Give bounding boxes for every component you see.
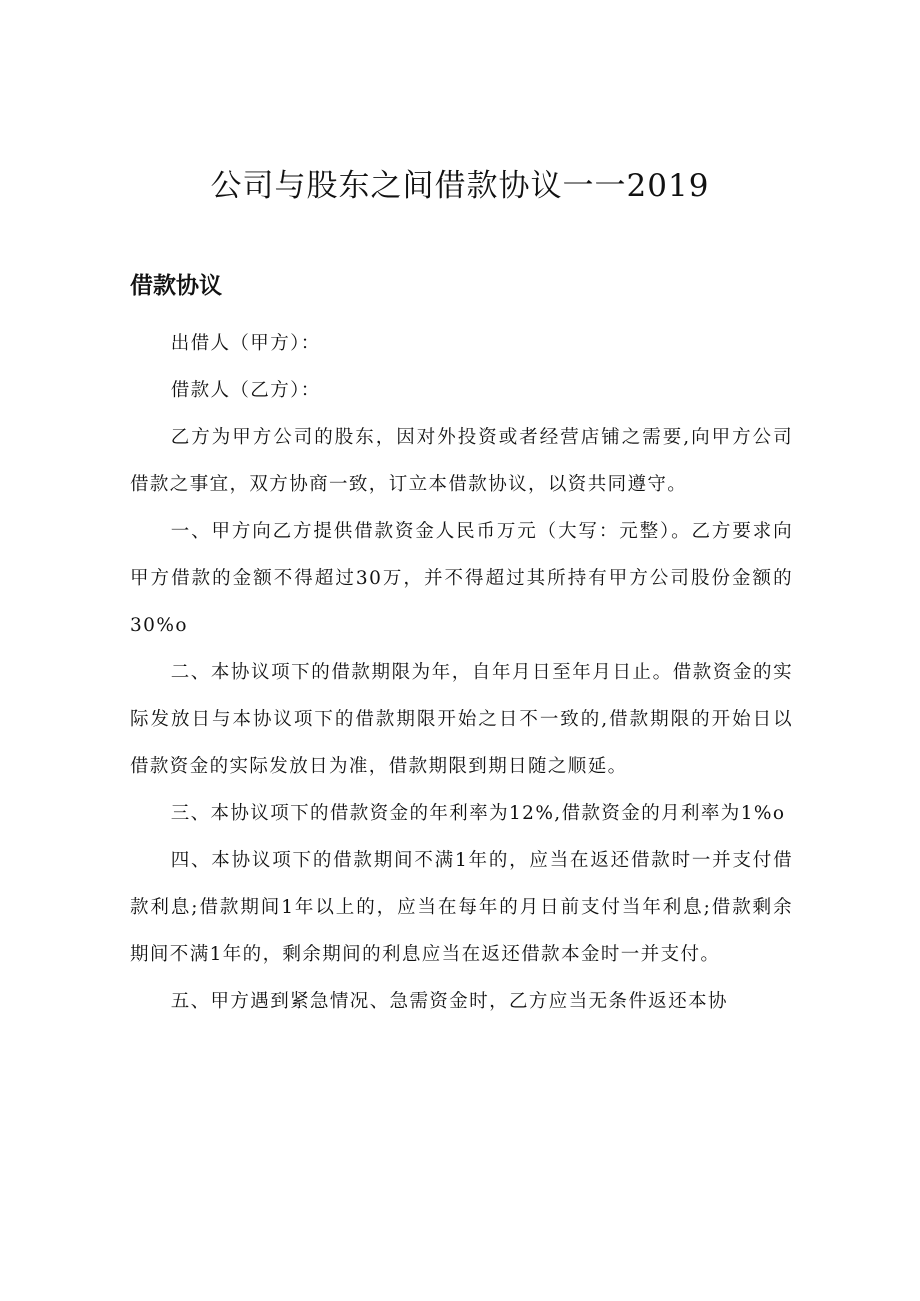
paragraph-clause-2: 二、本协议项下的借款期限为年，自年月日至年月日止。借款资金的实际发放日与本协议项下的借款期限开始之日不一致的,借款期限的开始日以借款资金的实际发放日为准，借款期限到期日随之顺延。 xyxy=(130,662,793,777)
paragraph-borrower: 借款人（乙方）： xyxy=(170,380,321,401)
paragraph-lender: 出借人（甲方）： xyxy=(170,333,321,354)
paragraph-clause-5: 五、甲方遇到紧急情况、急需资金时，乙方应当无条件返还本协 xyxy=(170,991,728,1012)
paragraph-clause-1: 一、甲方向乙方提供借款资金人民币万元（大写：元整）。乙方要求向甲方借款的金额不得超过30万，并不得超过其所持有甲方公司股份金额的30%o xyxy=(130,521,793,636)
paragraph-clause-4: 四、本协议项下的借款期间不满1年的，应当在返还借款时一并支付借款利息;借款期间1年以上的，应当在每年的月日前支付当年利息;借款剩余期间不满1年的，剩余期间的利息应当在返还借款本金时一并支付。 xyxy=(130,850,793,965)
document-body xyxy=(130,320,793,1025)
document-title: 公司与股东之间借款协议一一2019 xyxy=(210,168,710,204)
paragraph-preamble: 乙方为甲方公司的股东，因对外投资或者经营店铺之需要,向甲方公司借款之事宜，双方协商一致，订立本借款协议，以资共同遵守。 xyxy=(130,427,793,495)
section-heading: 借款协议 xyxy=(130,273,222,299)
paragraph-clause-3: 三、本协议项下的借款资金的年利率为12%,借款资金的月利率为1%o xyxy=(170,803,786,824)
